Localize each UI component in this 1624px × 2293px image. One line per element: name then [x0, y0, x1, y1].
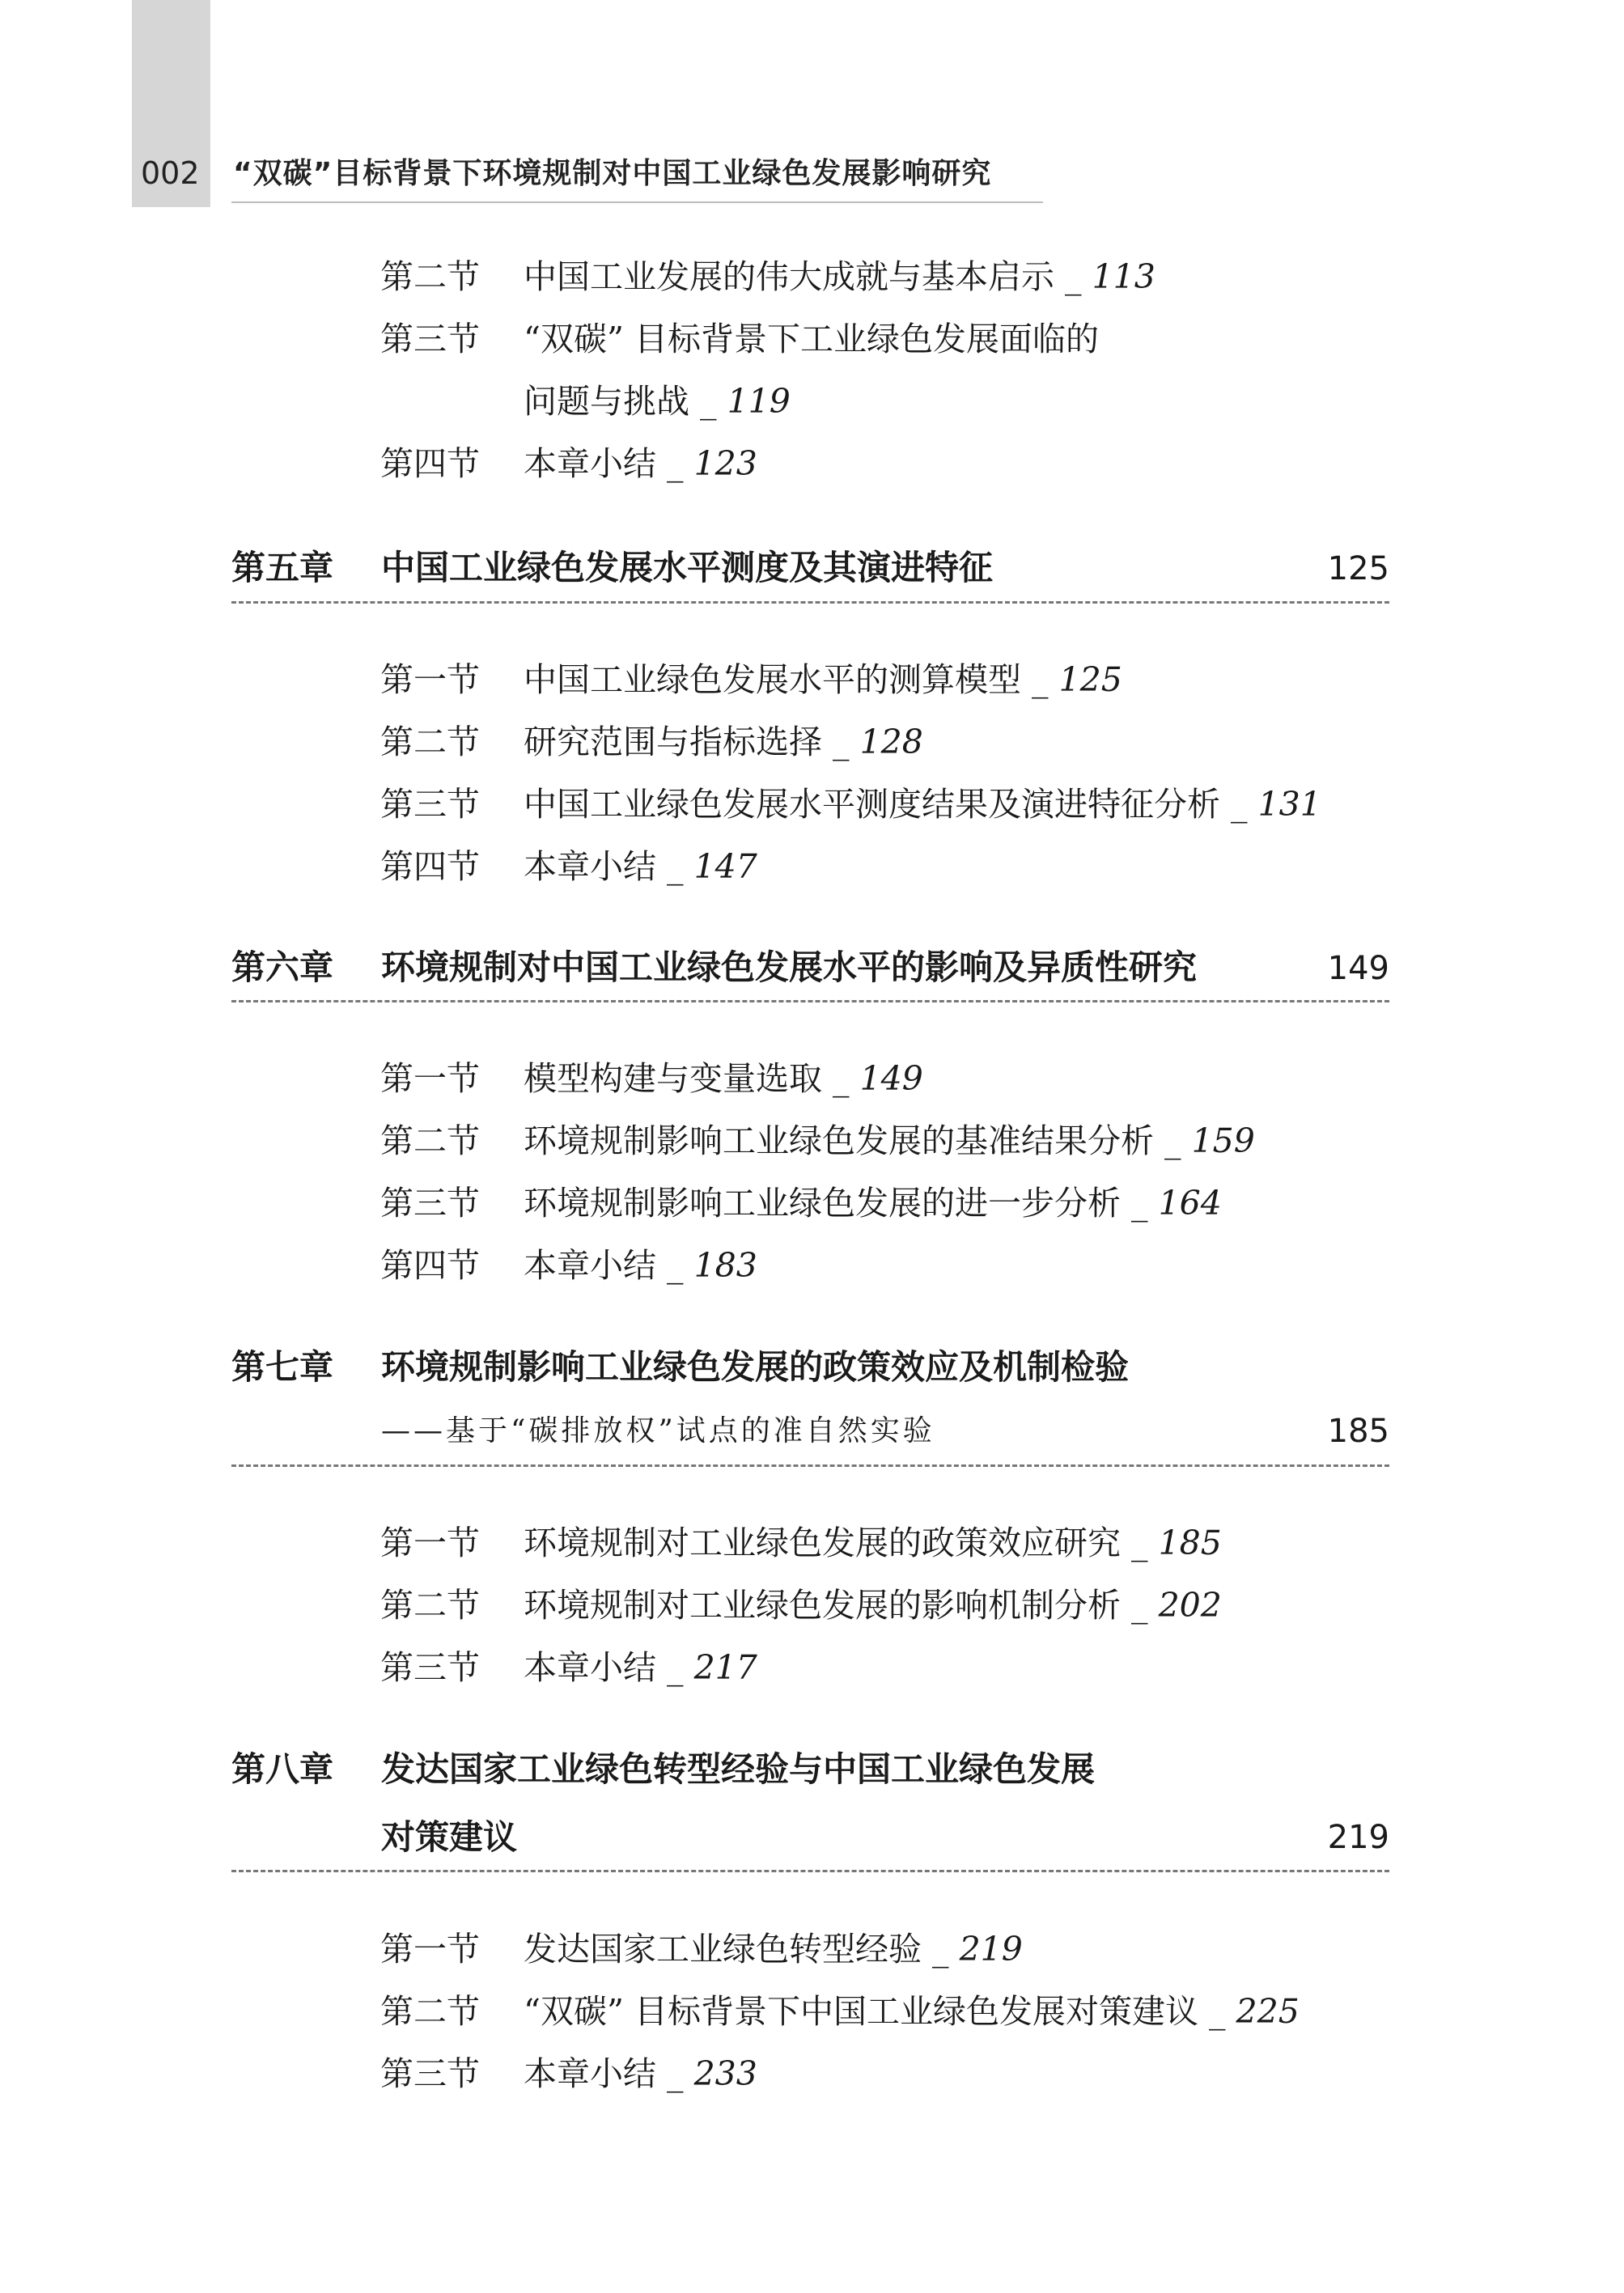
chapter-label: 第五章 — [231, 548, 334, 587]
section-title: 发达国家工业绿色转型经验 _ — [524, 1930, 960, 1969]
section-label: 第三节 — [380, 785, 480, 824]
section-page: 183 — [693, 1246, 757, 1285]
toc-section-entry[interactable] — [380, 317, 1099, 361]
section-page: 119 — [727, 382, 791, 421]
toc-section-entry[interactable] — [380, 2052, 757, 2096]
page-number: 002 — [141, 155, 200, 191]
toc-section-entry[interactable] — [380, 1181, 1222, 1225]
section-page: 164 — [1158, 1184, 1222, 1223]
section-page: 131 — [1257, 785, 1321, 824]
chapter-label: 第七章 — [231, 1347, 334, 1387]
toc-section-entry[interactable] — [380, 782, 1321, 826]
section-label: 第一节 — [380, 660, 480, 699]
section-page: 217 — [693, 1648, 757, 1687]
section-page: 202 — [1158, 1586, 1222, 1625]
section-page: 149 — [859, 1059, 923, 1098]
section-title: 模型构建与变量选取 _ — [524, 1059, 860, 1098]
toc-chapter-entry[interactable] — [231, 945, 1197, 990]
section-label: 第四节 — [380, 1246, 480, 1285]
toc-section-entry[interactable] — [380, 1583, 1222, 1627]
toc-section-entry[interactable] — [380, 442, 757, 485]
section-label: 第二节 — [380, 257, 480, 296]
chapter-divider — [231, 1464, 1389, 1467]
chapter-page: 185 — [1327, 1413, 1389, 1450]
toc-chapter-entry[interactable] — [231, 1345, 1129, 1390]
section-page: 128 — [859, 723, 923, 761]
section-page: 219 — [959, 1930, 1023, 1969]
chapter-page: 219 — [1327, 1819, 1389, 1856]
section-label: 第二节 — [380, 723, 480, 761]
section-label: 第二节 — [380, 1992, 480, 2031]
section-page: 123 — [693, 444, 757, 483]
chapter-divider — [231, 1000, 1389, 1002]
toc-section-entry[interactable] — [380, 1990, 1300, 2033]
section-title: “双碳” 目标背景下工业绿色发展面临的 — [524, 320, 1099, 358]
chapter-title: 环境规制对中国工业绿色发展水平的影响及异质性研究 — [381, 947, 1198, 987]
toc-section-entry[interactable] — [380, 255, 1155, 299]
section-page: 185 — [1158, 1524, 1222, 1562]
section-page: 233 — [693, 2054, 757, 2093]
section-title: 本章小结 _ — [524, 1648, 694, 1687]
section-label: 第三节 — [380, 1648, 480, 1687]
section-title: 本章小结 _ — [524, 2054, 694, 2093]
section-page: 113 — [1092, 257, 1155, 296]
toc-section-entry[interactable] — [380, 1521, 1222, 1565]
toc-section-entry[interactable] — [380, 845, 757, 888]
section-label: 第三节 — [380, 2054, 480, 2093]
section-page: 225 — [1236, 1992, 1300, 2031]
chapter-label: 第六章 — [231, 947, 334, 987]
chapter-title-continuation: 对策建议 — [381, 1817, 518, 1857]
section-label: 第四节 — [380, 847, 480, 886]
section-title: 环境规制对工业绿色发展的影响机制分析 _ — [524, 1586, 1159, 1625]
section-title: 环境规制影响工业绿色发展的进一步分析 _ — [524, 1184, 1159, 1223]
chapter-divider — [231, 1870, 1389, 1872]
chapter-title: 发达国家工业绿色转型经验与中国工业绿色发展 — [381, 1749, 1096, 1789]
section-title: 环境规制对工业绿色发展的政策效应研究 _ — [524, 1524, 1159, 1562]
toc-section-entry[interactable] — [380, 1646, 757, 1689]
toc-section-entry[interactable] — [380, 1927, 1023, 1971]
section-page: 159 — [1191, 1121, 1255, 1160]
section-page: 125 — [1058, 660, 1122, 699]
section-title: 中国工业绿色发展水平测度结果及演进特征分析 _ — [524, 785, 1258, 824]
toc-chapter-entry[interactable] — [231, 545, 993, 591]
section-title: 研究范围与指标选择 _ — [524, 723, 860, 761]
chapter-page: 125 — [1327, 550, 1389, 587]
section-title: “双碳” 目标背景下中国工业绿色发展对策建议 _ — [524, 1992, 1236, 2031]
chapter-page: 149 — [1327, 950, 1389, 987]
header-rule — [231, 201, 1043, 203]
section-label: 第二节 — [380, 1121, 480, 1160]
toc-chapter-entry[interactable] — [231, 1747, 1095, 1792]
chapter-title: 环境规制影响工业绿色发展的政策效应及机制检验 — [381, 1347, 1130, 1387]
section-label: 第二节 — [380, 1586, 480, 1625]
chapter-label: 第八章 — [231, 1749, 334, 1789]
section-label: 第三节 — [380, 320, 480, 358]
section-title-cont: 问题与挑战 _ — [524, 382, 727, 421]
section-title: 中国工业绿色发展水平的测算模型 _ — [524, 660, 1059, 699]
section-title: 中国工业发展的伟大成就与基本启示 _ — [524, 257, 1092, 296]
section-label: 第三节 — [380, 1184, 480, 1223]
chapter-title: 中国工业绿色发展水平测度及其演进特征 — [381, 548, 994, 587]
section-title: 本章小结 _ — [524, 444, 694, 483]
chapter-subtitle: ——基于“碳排放权”试点的准自然实验 — [381, 1414, 935, 1447]
toc-section-entry[interactable] — [380, 1119, 1255, 1163]
section-page: 147 — [693, 847, 757, 886]
section-label: 第一节 — [380, 1930, 480, 1969]
toc-section-entry[interactable] — [380, 658, 1122, 701]
toc-section-continuation[interactable] — [524, 379, 791, 423]
chapter-divider — [231, 601, 1389, 604]
section-title: 本章小结 _ — [524, 1246, 694, 1285]
running-header-title: “双碳”目标背景下环境规制对中国工业绿色发展影响研究 — [233, 157, 992, 190]
toc-section-entry[interactable] — [380, 1057, 923, 1100]
toc-section-entry[interactable] — [380, 720, 923, 764]
section-title: 本章小结 _ — [524, 847, 694, 886]
section-label: 第一节 — [380, 1059, 480, 1098]
section-title: 环境规制影响工业绿色发展的基准结果分析 _ — [524, 1121, 1192, 1160]
toc-section-entry[interactable] — [380, 1244, 757, 1287]
section-label: 第一节 — [380, 1524, 480, 1562]
section-label: 第四节 — [380, 444, 480, 483]
